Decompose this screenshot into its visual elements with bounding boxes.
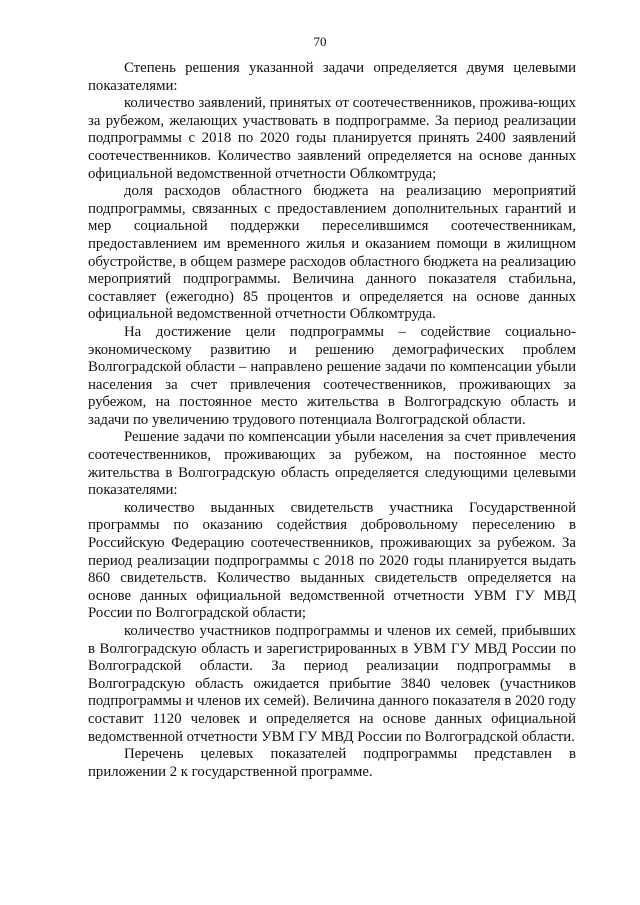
paragraph-7: количество участников подпрограммы и членов их семей, прибывших в Волгоградскую область и зарегистрированных в УВМ ГУ МВД России по Волгоградской области. За период реализации подпрограммы в Волгоградскую область ожидается прибытие 3840 человек (участников подпрограммы и членов их семей). Величина данного показателя в 2020 году составит 1120 человек и определяется на основе данных официальной ведомственной отчетности УВМ ГУ МВД России по Волгоградской области. [88,623,576,745]
page-number: 70 [313,34,327,49]
paragraph-1: Степень решения указанной задачи определяется двумя целевыми показателями: [88,60,576,94]
paragraph-6: количество выданных свидетельств участника Государственной программы по оказанию содействия добровольному переселению в Российскую Федерацию соотечественников, проживающих за рубежом. За период реализации подпрограммы с 2018 по 2020 годы планируется выдать 860 свидетельств. Количество выданных свидетельств определяется на основе данных официальной ведомственной отчетности УВМ ГУ МВД России по Волгоградской области; [88,499,576,622]
paragraph-8: Перечень целевых показателей подпрограммы представлен в приложении 2 к государственной программе. [88,746,576,780]
paragraph-3: доля расходов областного бюджета на реализацию мероприятий подпрограммы, связанных с предоставлением дополнительных гарантий и мер социальной поддержки переселившимся соотечественникам, предоставлением им временного жилья и оказанием помощи в жилищном обустройстве, в общем размере расходов областного бюджета на реализацию мероприятий подпрограммы. Величина данного показателя стабильна, составляет (ежегодно) 85 процентов и определяется на основе данных официальной ведомственной отчетности Облкомтруда. [88,183,576,323]
document-body [88,60,576,781]
paragraph-2: количество заявлений, принятых от соотечественников, прожива-ющих за рубежом, желающих участвовать в подпрограмме. За период реализации подпрограммы с 2018 по 2020 годы планируется принять 2400 заявлений соотечественников. Количество заявлений определяется на основе данных официальной ведомственной отчетности Облкомтруда; [88,95,576,182]
paragraph-4: На достижение цели подпрограммы – содействие социально-экономическому развитию и решению демографических проблем Волгоградской области – направлено решение задачи по компенсации убыли населения за счет привлечения соотечественников, проживающих за рубежом, на постоянное место жительства в Волгоградскую область и задачи по увеличению трудового потенциала Волгоградской области. [88,323,576,428]
paragraph-5: Решение задачи по компенсации убыли населения за счет привлечения соотечественников, проживающих за рубежом, на постоянное место жительства в Волгоградскую область определяется следующими целевыми показателями: [88,429,576,499]
